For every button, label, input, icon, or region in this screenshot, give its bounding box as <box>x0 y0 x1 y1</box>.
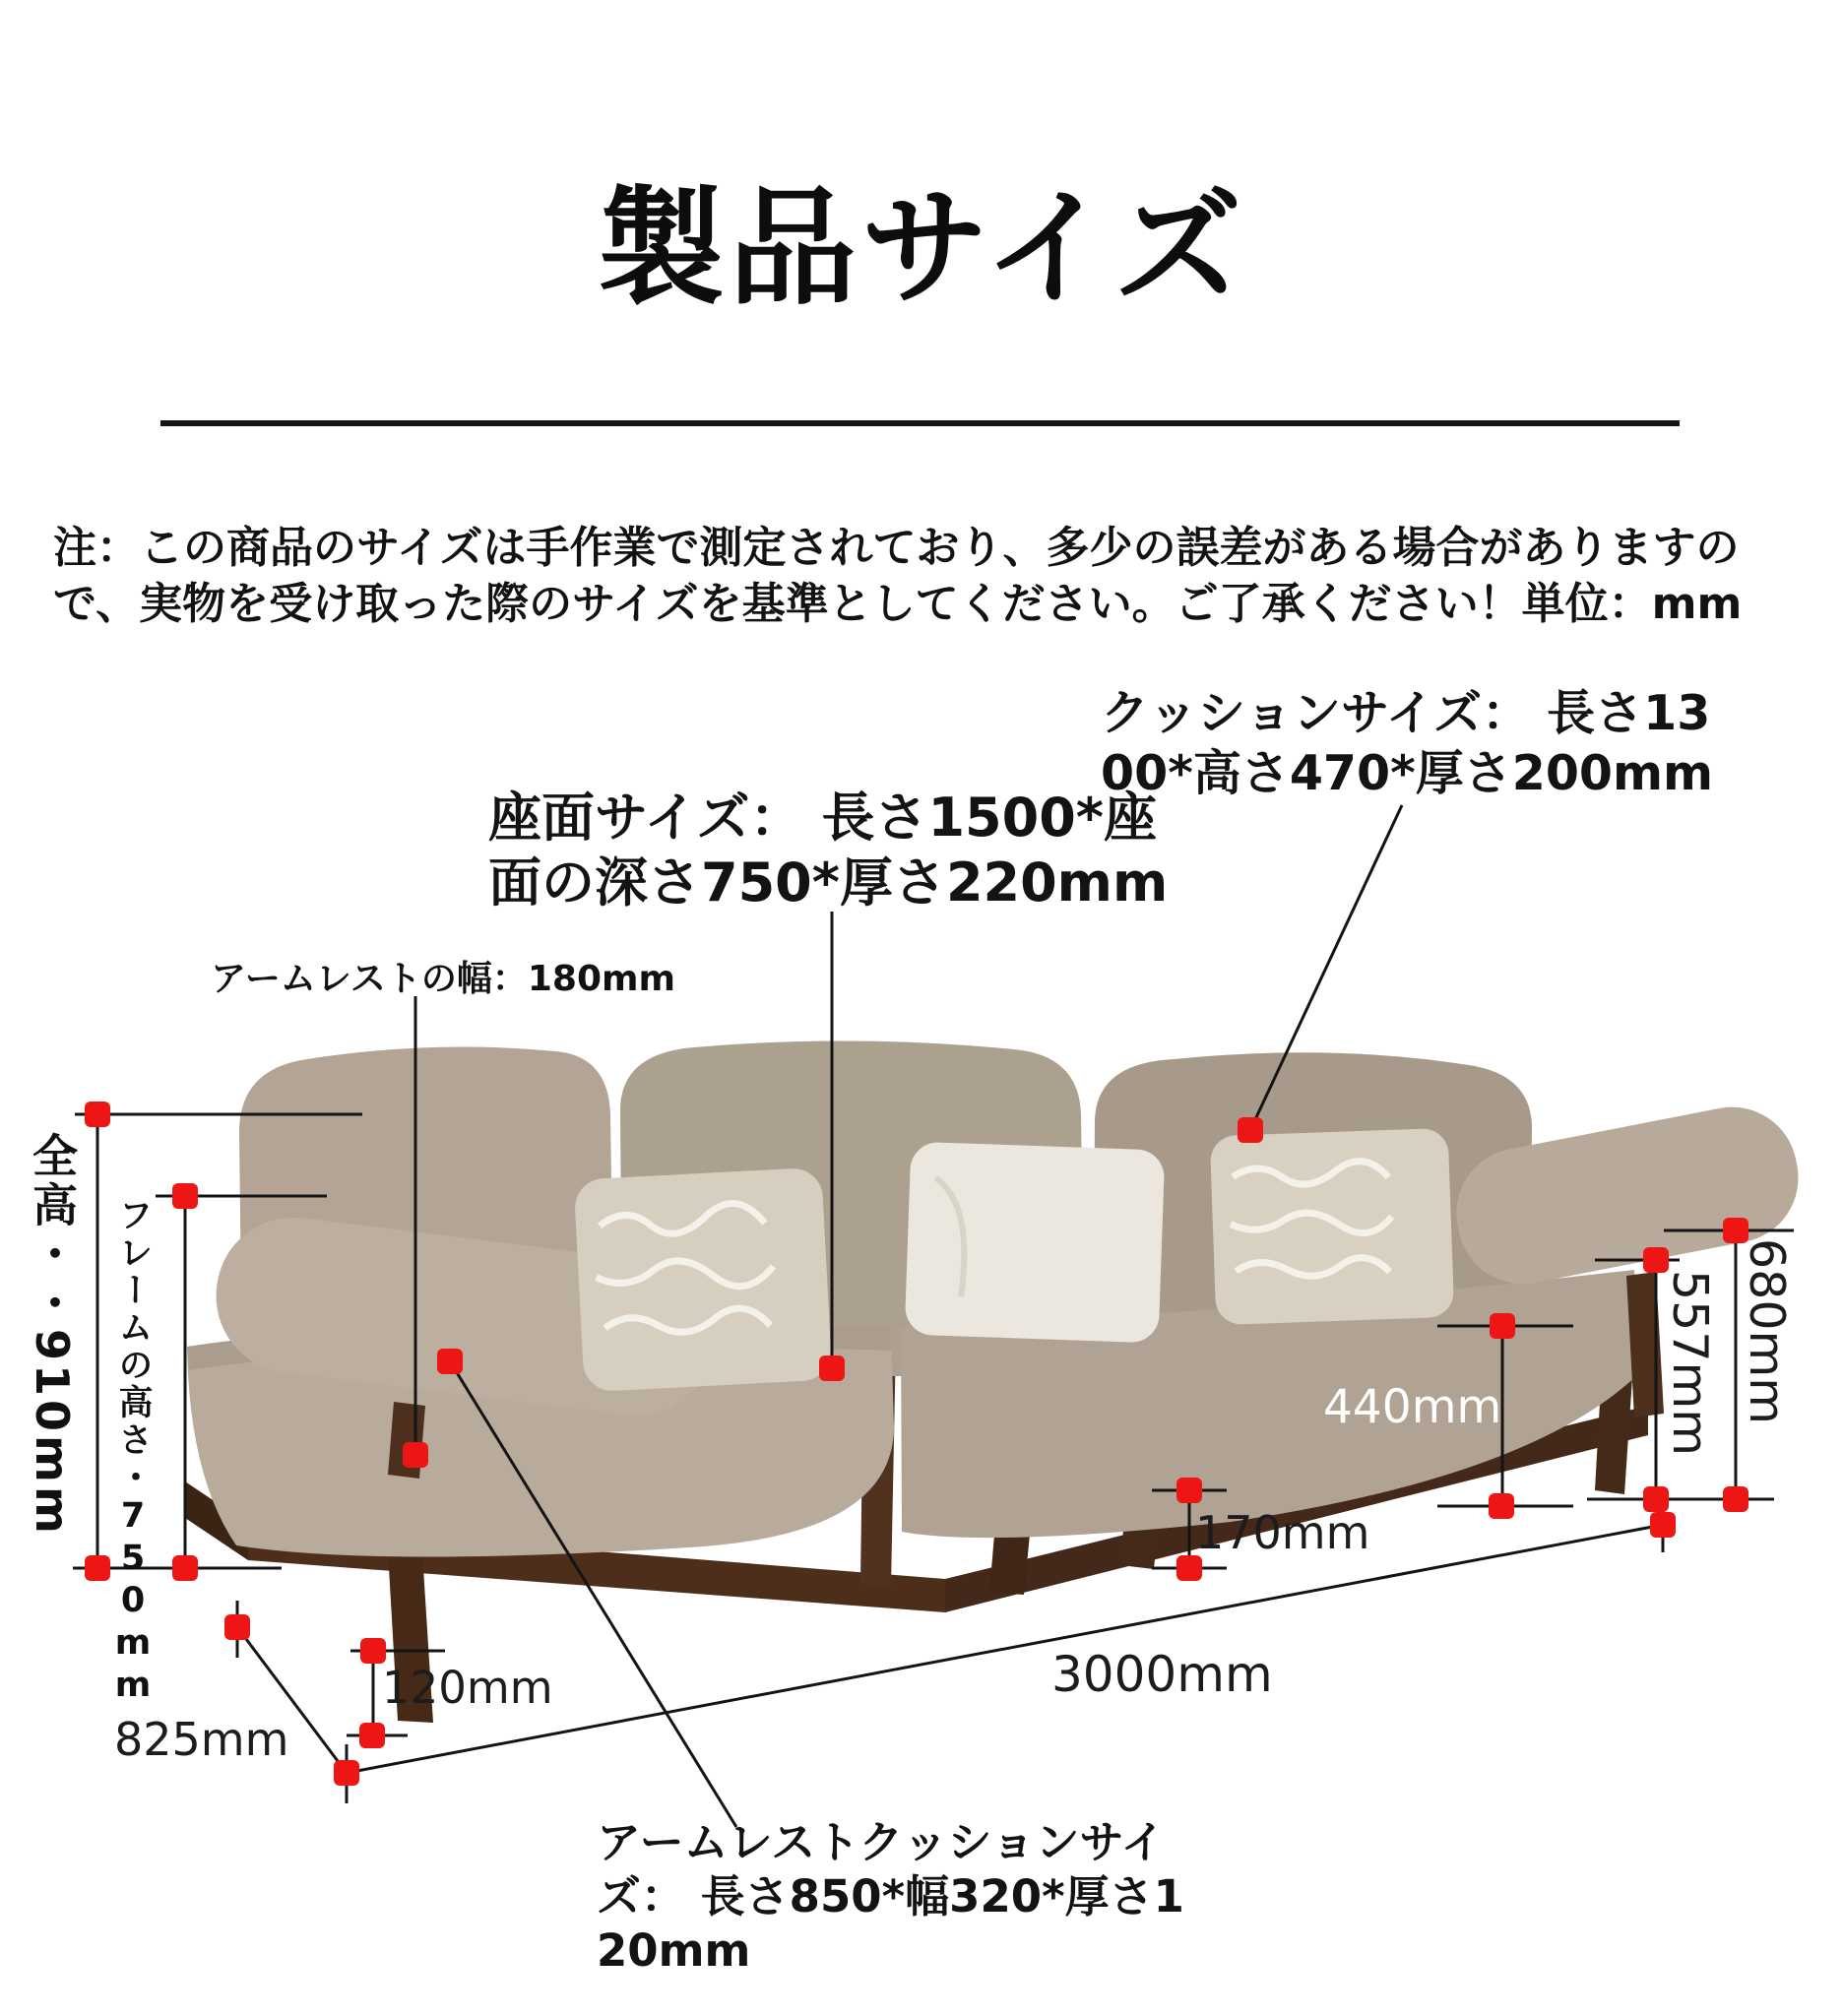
note-line-2: で、実物を受け取った際のサイズを基準としてください。ご了承ください！単位：mm <box>53 579 1743 629</box>
back-cushion-size-line-2: 00*高さ470*厚さ200mm <box>1101 745 1714 801</box>
page-title: 製品サイズ <box>597 173 1246 323</box>
dim-backrest-height-label: 557mm <box>1662 1270 1718 1456</box>
dim-total-height-label: 全高・・910mm <box>26 1132 79 1538</box>
dim-armrest-height-label: 680mm <box>1739 1238 1795 1424</box>
dim-depth-label: 825mm <box>114 1713 289 1766</box>
dim-frame-height-label: フレームの高さ・750mm <box>113 1197 153 1708</box>
white-pillow-center <box>905 1142 1166 1344</box>
armrest-cushion-size-label <box>597 1815 1184 1978</box>
armrest-cushion-size-line-3: 20mm <box>597 1924 751 1977</box>
seat-size-label <box>488 786 1168 915</box>
dim-leg-height-label: 170mm <box>1195 1506 1370 1559</box>
seat-size-line-2: 面の深さ750*厚さ220mm <box>488 851 1169 914</box>
armrest-width-label: アームレストの幅：180mm <box>211 959 676 999</box>
dim-total-width-label: 3000mm <box>1051 1646 1273 1703</box>
back-cushion-size-line-1: クッションサイズ： 長さ13 <box>1101 685 1711 741</box>
seat-size-line-1: 座面サイズ： 長さ1500*座 <box>488 787 1158 849</box>
patterned-pillow-left <box>574 1167 833 1393</box>
dim-seat-height-label: 440mm <box>1323 1380 1502 1434</box>
note-line-1: 注：この商品のサイズは手作業で測定されており、多少の誤差がある場合がありますの <box>53 523 1740 573</box>
armrest-cushion-size-line-2: ズ： 長さ850*幅320*厚さ1 <box>597 1870 1184 1922</box>
armrest-cushion-size-line-1: アームレストクッションサイ <box>597 1816 1166 1868</box>
measurement-note <box>53 520 1815 632</box>
back-cushion-size-label <box>1101 683 1713 803</box>
title-divider <box>160 420 1680 426</box>
dim-armrest-cushion-thickness-label: 120mm <box>382 1662 553 1714</box>
patterned-pillow-right <box>1210 1128 1455 1325</box>
